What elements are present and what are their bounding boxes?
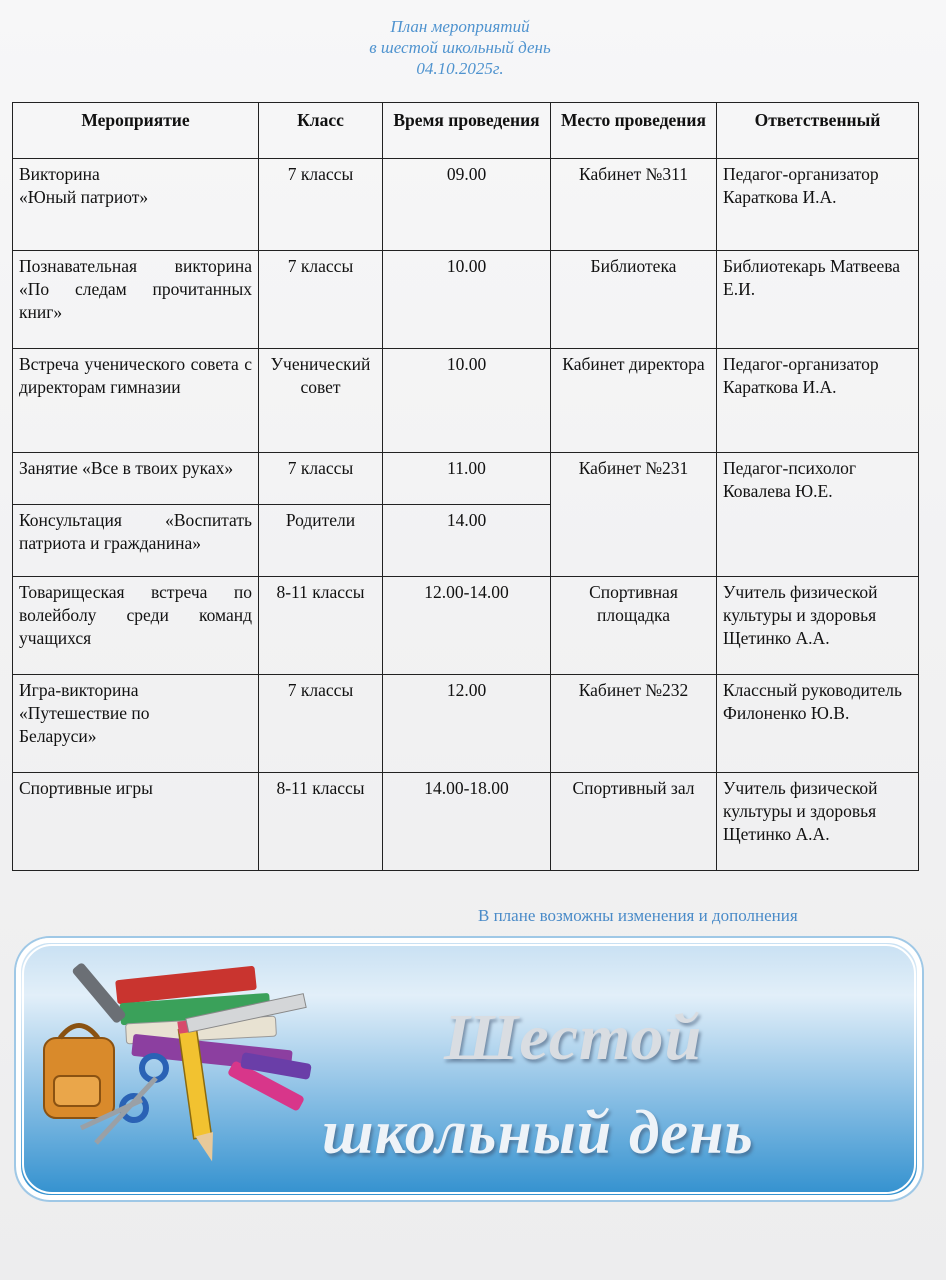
event-line-text: «Путешествие по <box>19 703 150 723</box>
place-cell: Кабинет директора <box>551 349 717 453</box>
time-cell: 14.00 <box>383 505 551 577</box>
event-line: Викторина <box>19 164 100 184</box>
place-cell: Кабинет №232 <box>551 675 717 773</box>
events-table <box>12 102 919 871</box>
event-cell: Встреча ученического совета с директорам гимназии <box>13 349 259 453</box>
table-row <box>13 349 919 453</box>
event-line <box>19 702 252 725</box>
header-subtitle: в шестой школьный день <box>369 38 551 57</box>
time-cell: 12.00 <box>383 675 551 773</box>
school-supplies-icon <box>36 958 326 1168</box>
column-header-place: Место проведения <box>551 103 717 159</box>
banner-title-line1: Шестой <box>444 1001 703 1074</box>
responsible-cell: Педагог-организатор Караткова И.А. <box>717 159 919 251</box>
class-cell: 7 классы <box>259 159 383 251</box>
place-cell: Спортивная площадка <box>551 577 717 675</box>
backpack-icon <box>44 1026 114 1119</box>
event-line: «Юный патриот» <box>19 187 149 207</box>
banner-title-line2: школьный день <box>322 1099 754 1167</box>
event-cell <box>13 159 259 251</box>
time-cell: 14.00-18.00 <box>383 773 551 871</box>
column-header-event: Мероприятие <box>13 103 259 159</box>
class-cell: 8-11 классы <box>259 577 383 675</box>
table-row <box>13 773 919 871</box>
event-cell: Познавательная викторина «По следам прочитанных книг» <box>13 251 259 349</box>
time-cell: 10.00 <box>383 251 551 349</box>
event-cell: Товарищеская встреча по волейболу среди команд учащихся <box>13 577 259 675</box>
header-date: 04.10.2025г. <box>416 59 504 78</box>
event-cell: Занятие «Все в твоих руках» <box>13 453 259 505</box>
event-cell <box>13 675 259 773</box>
class-cell: Ученический совет <box>259 349 383 453</box>
column-header-time: Время проведения <box>383 103 551 159</box>
table-row <box>13 577 919 675</box>
responsible-cell: Педагог-психолог Ковалева Ю.Е. <box>717 453 919 577</box>
table-row <box>13 159 919 251</box>
header-title: План мероприятий <box>390 17 530 36</box>
time-cell: 12.00-14.00 <box>383 577 551 675</box>
column-header-responsible: Ответственный <box>717 103 919 159</box>
event-cell: Спортивные игры <box>13 773 259 871</box>
place-cell: Кабинет №311 <box>551 159 717 251</box>
table-header-row <box>13 103 919 159</box>
class-cell: 7 классы <box>259 675 383 773</box>
place-cell: Библиотека <box>551 251 717 349</box>
event-cell: Консультация «Воспитать патриота и гражданина» <box>13 505 259 577</box>
time-cell: 09.00 <box>383 159 551 251</box>
class-cell: Родители <box>259 505 383 577</box>
table-row <box>13 453 919 505</box>
place-cell: Спортивный зал <box>551 773 717 871</box>
class-cell: 7 классы <box>259 251 383 349</box>
pencil-icon <box>177 1019 217 1163</box>
table-row <box>13 251 919 349</box>
responsible-cell: Учитель физической культуры и здоровья Щетинко А.А. <box>717 577 919 675</box>
event-line: Беларуси» <box>19 726 97 746</box>
place-cell: Кабинет №231 <box>551 453 717 577</box>
table-row <box>13 675 919 773</box>
responsible-cell: Классный руководитель Филоненко Ю.В. <box>717 675 919 773</box>
time-cell: 11.00 <box>383 453 551 505</box>
footnote: В плане возможны изменения и дополнения <box>478 906 798 925</box>
responsible-cell: Библиотекарь Матвеева Е.И. <box>717 251 919 349</box>
column-header-class: Класс <box>259 103 383 159</box>
class-cell: 8-11 классы <box>259 773 383 871</box>
responsible-cell: Педагог-организатор Караткова И.А. <box>717 349 919 453</box>
time-cell: 10.00 <box>383 349 551 453</box>
event-line: Игра-викторина <box>19 680 139 700</box>
class-cell: 7 классы <box>259 453 383 505</box>
banner <box>16 938 922 1200</box>
responsible-cell: Учитель физической культуры и здоровья Щетинко А.А. <box>717 773 919 871</box>
document-header <box>200 16 720 79</box>
